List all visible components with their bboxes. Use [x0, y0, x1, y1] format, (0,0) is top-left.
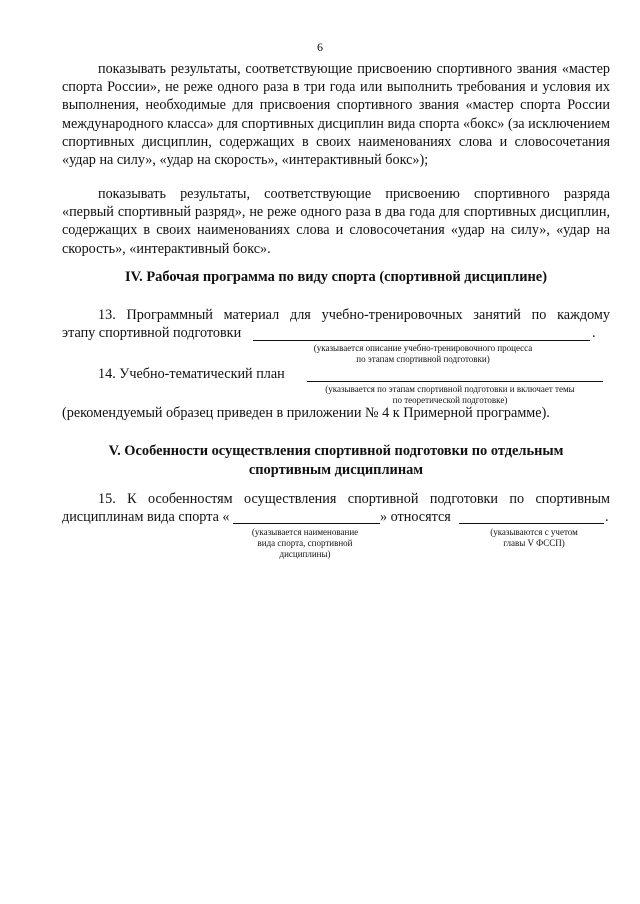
section-5-heading-line1: V. Особенности осуществления спортивной подготовки по отдельным [108, 443, 564, 459]
item-15-prefix: дисциплинам вида спорта « [62, 509, 230, 525]
item-14-note-line1: (указывается по этапам спортивной подготовки и включает темы [325, 384, 575, 394]
item-14-line2: (рекомендуемый образец приведен в приложении № 4 к Примерной программе). [62, 405, 550, 421]
item-14-blank-line [307, 381, 603, 382]
item-14-line1: 14. Учебно-тематический план [98, 366, 285, 382]
item-13-line2: этапу спортивной подготовки [62, 325, 242, 341]
item-15-note-left-line3: дисциплины) [279, 549, 331, 559]
paragraph-first-category: показывать результаты, соответствующие присвоению спортивного разряда «первый спортивный разряд», не реже одного раза в два года для спортивных дисциплин, содержащих в своих наименованиях слова и словосочетания «удар на силу», «удар на скорость», «интерактивный бокс». [62, 186, 610, 257]
item-15-line1: 15. К особенностям осуществления спортивной подготовки по спортивным [98, 491, 610, 507]
item-15-note-right-line2: главы V ФССП) [503, 538, 565, 548]
item-13-line1: 13. Программный материал для учебно-тренировочных занятий по каждому [98, 307, 610, 323]
item-14-note-line2: по теоретической подготовке) [392, 395, 508, 405]
paragraph-master-of-sport: показывать результаты, соответствующие присвоению спортивного звания «мастер спорта России», не реже одного раза в три года или выполнить требования и условия их выполнения, необходимые для присвоения спортивного звания «мастер спорта России международного класса» для спортивных дисциплин вида спорта «бокс» (за исключением спортивных дисциплин, содержащих в своих наименованиях слова и словосочетания «удар на силу», «удар на скорость», «интерактивный бокс»); [62, 61, 610, 169]
item-15-features-blank-line [459, 523, 604, 524]
section-5-heading-line2: спортивным дисциплинам [248, 462, 424, 478]
item-15-note-left-line2: вида спорта, спортивной [257, 538, 353, 548]
item-15-note-right-line1: (указываются с учетом [490, 527, 578, 537]
item-13-period: . [592, 325, 596, 341]
item-15-note-left-line1: (указывается наименование [251, 527, 359, 537]
item-15-mid: » относятся [380, 509, 451, 525]
page-number: 6 [317, 40, 323, 54]
item-15-sport-blank-line [233, 523, 380, 524]
item-15-period: . [605, 509, 609, 525]
item-13-note-line1: (указывается описание учебно-тренировочного процесса [313, 343, 533, 353]
section-4-heading: IV. Рабочая программа по виду спорта (спортивной дисциплине) [125, 269, 547, 285]
item-13-blank-line [253, 340, 590, 341]
item-13-note-line2: по этапам спортивной подготовки) [356, 354, 490, 364]
